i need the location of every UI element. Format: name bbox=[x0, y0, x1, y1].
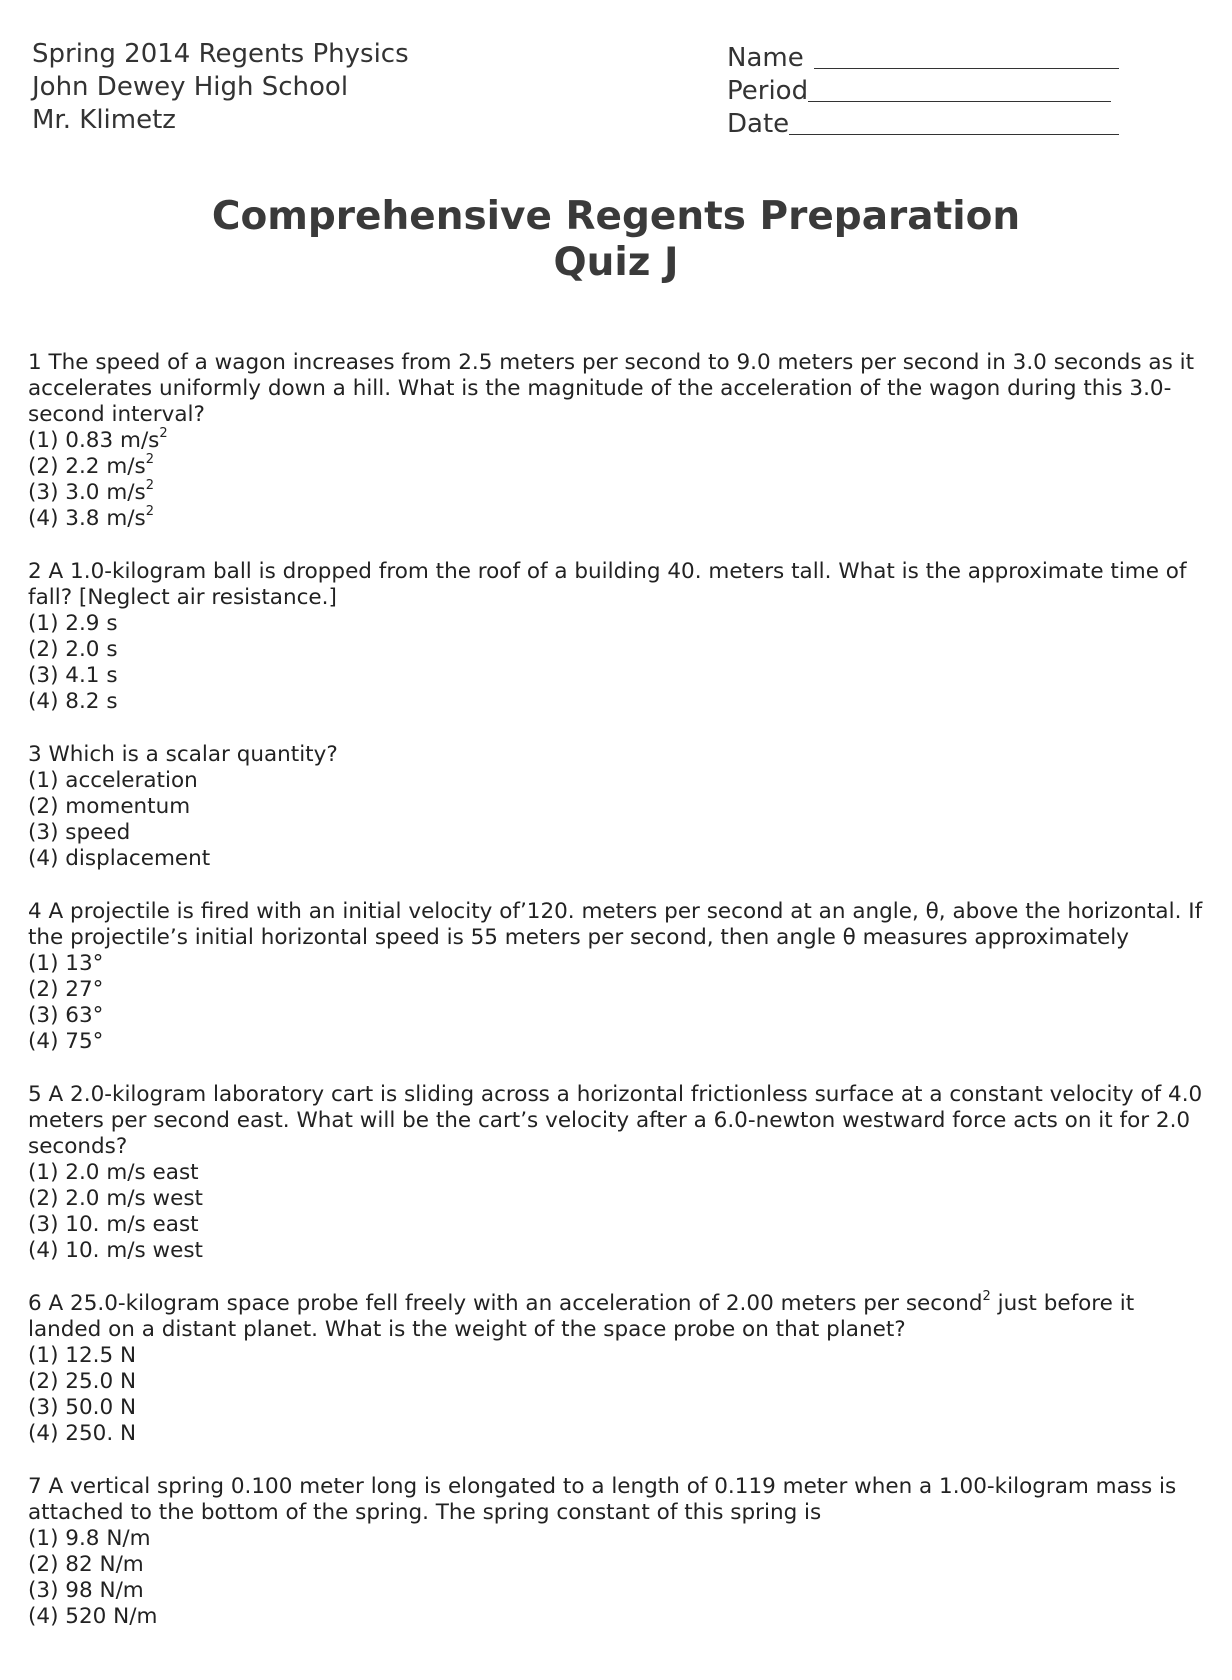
question-text: 6 A 25.0-kilogram space probe fell freely with an acceleration of 2.00 meters per second$^2$ just before it landed on a distant planet. What is the weight of the space probe on that planet? bbox=[28, 1288, 1135, 1342]
date-field[interactable] bbox=[727, 108, 1119, 141]
question-text: 7 A vertical spring 0.100 meter long is elongated to a length of 0.119 meter when a 1.00-kilogram mass is attached to the bottom of the spring. The spring constant of this spring is bbox=[28, 1474, 1177, 1525]
name-label: Name bbox=[727, 43, 804, 73]
question-text: 4 A projectile is fired with an initial velocity of’120. meters per second at an angle, θ, above the horizontal. If the projectile’s initial horizontal speed is 55 meters per second, then angle θ measures approximately bbox=[28, 899, 1203, 950]
answer-choice[interactable]: (3) speed bbox=[28, 820, 131, 845]
answer-choice[interactable]: (3) 4.1 s bbox=[28, 663, 118, 688]
title-line-2: Quiz J bbox=[553, 240, 679, 285]
answer-choice[interactable]: (4) 8.2 s bbox=[28, 689, 118, 714]
question-4 bbox=[28, 899, 1213, 1055]
period-field[interactable] bbox=[727, 75, 1119, 108]
name-field[interactable] bbox=[727, 42, 1119, 75]
school-name: John Dewey High School bbox=[32, 72, 349, 102]
answer-choice[interactable]: (2) 2.0 m/s west bbox=[28, 1186, 203, 1211]
answer-choice[interactable]: (4) 3.8 $m/s^2$ bbox=[28, 503, 154, 531]
question-text: 5 A 2.0-kilogram laboratory cart is sliding across a horizontal frictionless surface at a constant velocity of 4.0 meters per second east. What will be the cart’s velocity after a 6.0-newton westward force acts on it for 2.0 seconds? bbox=[28, 1082, 1203, 1159]
date-blank[interactable] bbox=[789, 134, 1119, 135]
answer-choice[interactable]: (4) 520 N/m bbox=[28, 1604, 158, 1629]
question-text: 2 A 1.0-kilogram ball is dropped from the roof of a building 40. meters tall. What is the approximate time of fall? [Neglect air resistance.] bbox=[28, 559, 1187, 610]
answer-choice[interactable]: (4) displacement bbox=[28, 846, 211, 871]
answer-choice[interactable]: (1) 9.8 N/m bbox=[28, 1526, 151, 1551]
answer-choice[interactable]: (2) 25.0 N bbox=[28, 1369, 137, 1394]
answer-choice[interactable]: (2) 82 N/m bbox=[28, 1552, 144, 1577]
answer-choice[interactable]: (4) 10. m/s west bbox=[28, 1238, 203, 1263]
answer-choice[interactable]: (1) 12.5 N bbox=[28, 1343, 137, 1368]
period-label: Period bbox=[727, 76, 809, 106]
answer-choice[interactable]: (1) 0.83 $m/s^2$ bbox=[28, 425, 168, 453]
page-title bbox=[0, 194, 1232, 286]
answer-choice[interactable]: (3) 3.0 $m/s^2$ bbox=[28, 477, 154, 505]
course-name: Spring 2014 Regents Physics bbox=[32, 39, 409, 69]
course-header bbox=[32, 38, 409, 137]
answer-choice[interactable]: (4) 250. N bbox=[28, 1421, 137, 1446]
question-text: 1 The speed of a wagon increases from 2.5 meters per second to 9.0 meters per second in 3.0 seconds as it accelerates uniformly down a hill. What is the magnitude of the acceleration of the wagon during this 3.0-second interval? bbox=[28, 350, 1195, 427]
answer-choice[interactable]: (3) 98 N/m bbox=[28, 1578, 144, 1603]
answer-choice[interactable]: (1) 13° bbox=[28, 951, 104, 976]
period-blank[interactable] bbox=[808, 101, 1111, 102]
answer-choice[interactable]: (3) 50.0 N bbox=[28, 1395, 137, 1420]
answer-choice[interactable]: (1) acceleration bbox=[28, 768, 198, 793]
student-info-fields bbox=[727, 42, 1119, 141]
date-label: Date bbox=[727, 109, 790, 139]
answer-choice[interactable]: (2) 27° bbox=[28, 977, 104, 1002]
question-6 bbox=[28, 1288, 1213, 1447]
answer-choice[interactable]: (2) 2.2 $m/s^2$ bbox=[28, 451, 154, 479]
question-text: 3 Which is a scalar quantity? bbox=[28, 742, 338, 767]
answer-choice[interactable]: (1) 2.0 m/s east bbox=[28, 1160, 199, 1185]
answer-choice[interactable]: (2) momentum bbox=[28, 794, 191, 819]
question-5 bbox=[28, 1082, 1213, 1264]
answer-choice[interactable]: (2) 2.0 s bbox=[28, 637, 118, 662]
question-2 bbox=[28, 559, 1213, 715]
answer-choice[interactable]: (4) 75° bbox=[28, 1029, 104, 1054]
answer-choice[interactable]: (3) 63° bbox=[28, 1003, 104, 1028]
answer-choice[interactable]: (1) 2.9 s bbox=[28, 611, 118, 636]
question-7 bbox=[28, 1474, 1213, 1630]
name-blank[interactable] bbox=[814, 68, 1119, 69]
question-list bbox=[28, 350, 1213, 1657]
question-3 bbox=[28, 742, 1213, 872]
answer-choice[interactable]: (3) 10. m/s east bbox=[28, 1212, 199, 1237]
title-line-1: Comprehensive Regents Preparation bbox=[211, 194, 1021, 239]
teacher-name: Mr. Klimetz bbox=[32, 105, 176, 135]
question-1 bbox=[28, 350, 1213, 532]
